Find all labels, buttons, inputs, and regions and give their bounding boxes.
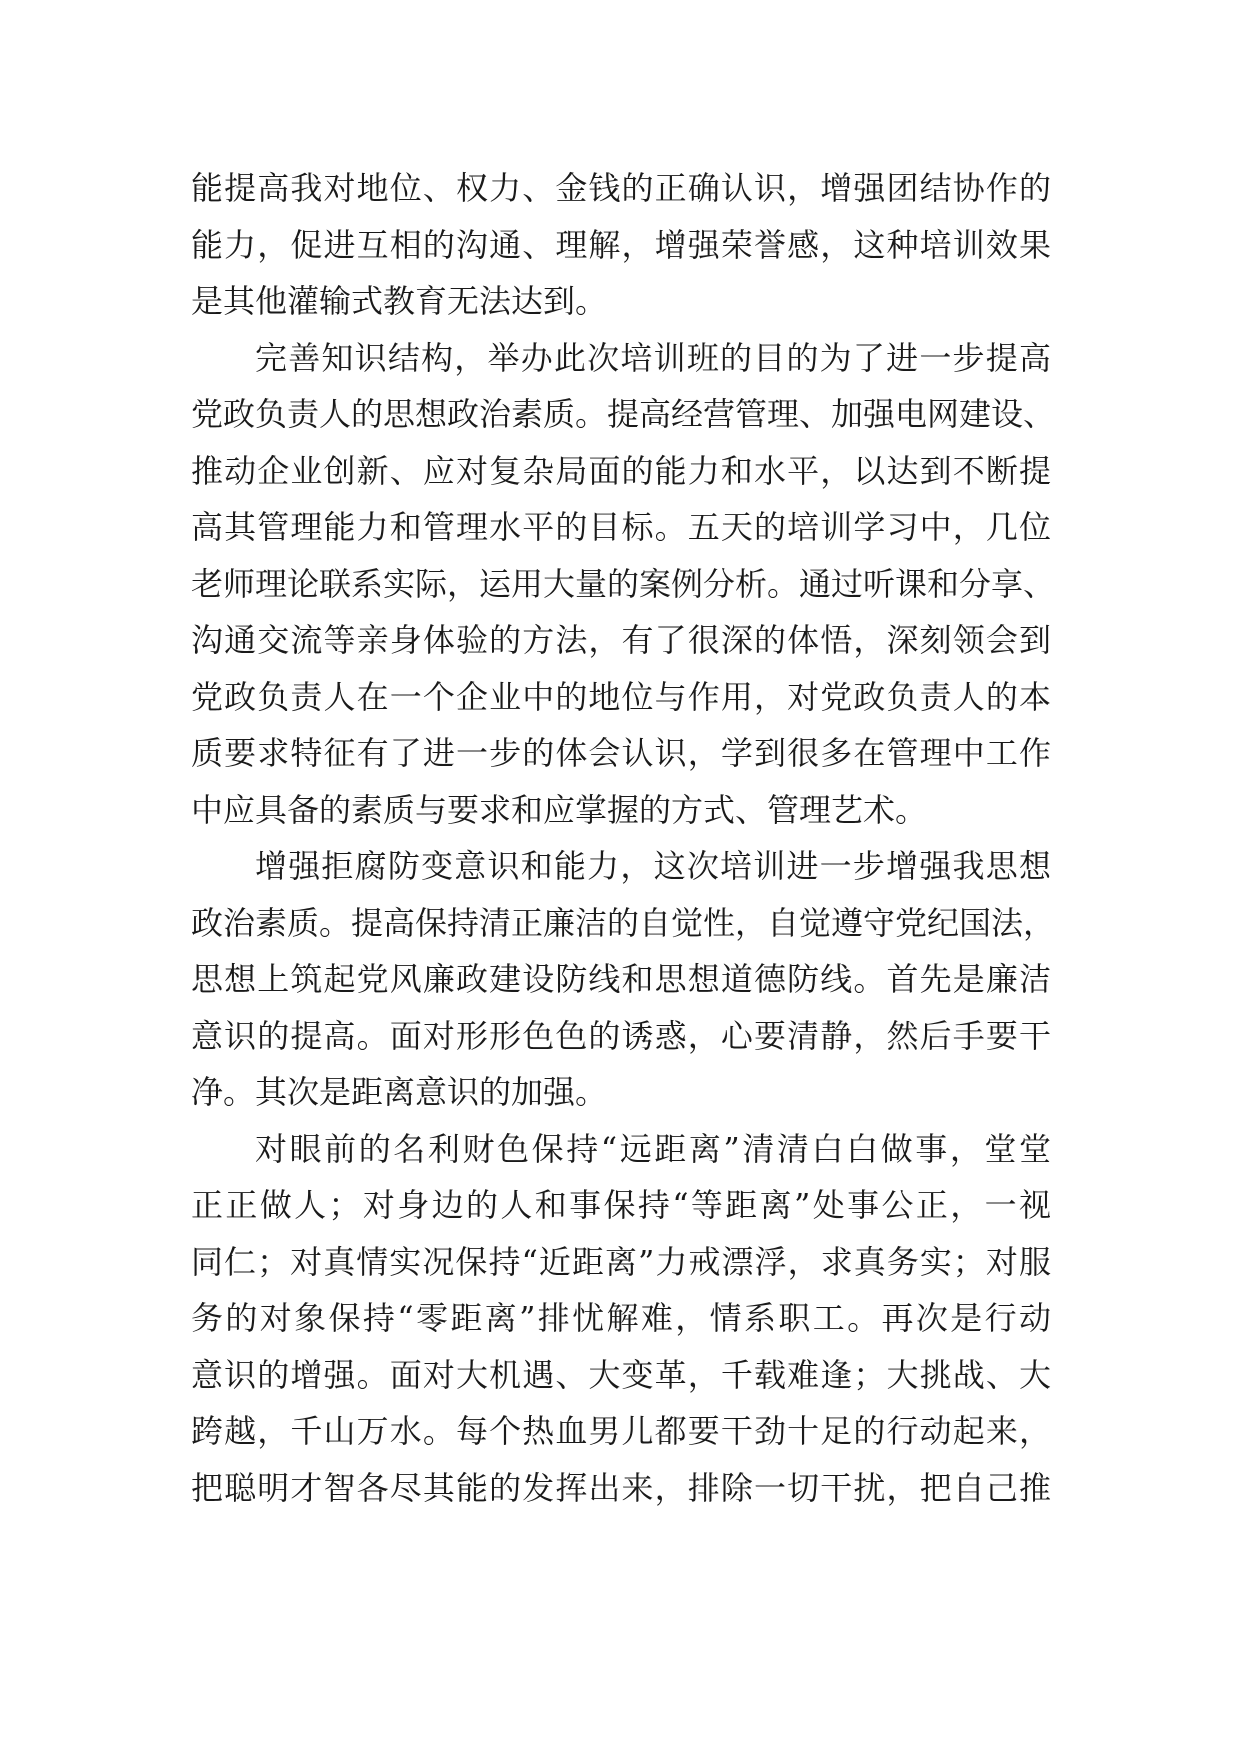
text-line: 净。其次是距离意识的加强。 xyxy=(191,1073,608,1111)
text-line: 能力，促进互相的沟通、理解，增强荣誉感，这种培训效果 xyxy=(191,225,1051,264)
text-line: 沟通交流等亲身体验的方法，有了很深的体悟，深刻领会到 xyxy=(191,621,1051,659)
text-line: 对眼前的名利财色保持“远距离”清清白白做事，堂堂 xyxy=(255,1129,1051,1168)
text-line: 意识的增强。面对大机遇、大变革，千载难逢；大挑战、大 xyxy=(191,1355,1051,1394)
text-line: 思想上筑起党风廉政建设防线和思想道德防线。首先是廉洁 xyxy=(191,960,1051,998)
text-line: 老师理论联系实际，运用大量的案例分析。通过听课和分享、 xyxy=(191,564,1056,603)
text-line: 意识的提高。面对形形色色的诱惑，心要清静，然后手要干 xyxy=(191,1016,1051,1055)
text-line: 推动企业创新、应对复杂局面的能力和水平，以达到不断提 xyxy=(191,451,1051,490)
text-line: 能提高我对地位、权力、金钱的正确认识，增强团结协作的 xyxy=(191,169,1051,207)
text-line: 党政负责人的思想政治素质。提高经营管理、加强电网建设、 xyxy=(191,395,1056,433)
text-line: 增强拒腐防变意识和能力，这次培训进一步增强我思想 xyxy=(255,847,1051,885)
text-line: 党政负责人在一个企业中的地位与作用，对党政负责人的本 xyxy=(191,677,1051,716)
text-line: 高其管理能力和管理水平的目标。五天的培训学习中，几位 xyxy=(191,508,1051,546)
body-text xyxy=(191,160,1056,1516)
text-line: 把聪明才智各尽其能的发挥出来，排除一切干扰，把自己推 xyxy=(191,1468,1051,1507)
text-line: 政治素质。提高保持清正廉洁的自觉性，自觉遵守党纪国法， xyxy=(191,903,1056,942)
text-line: 中应具备的素质与要求和应掌握的方式、管理艺术。 xyxy=(191,790,928,829)
text-line: 质要求特征有了进一步的体会认识，学到很多在管理中工作 xyxy=(191,734,1051,772)
text-line: 跨越，千山万水。每个热血男儿都要干劲十足的行动起来， xyxy=(191,1412,1051,1450)
text-line: 完善知识结构，举办此次培训班的目的为了进一步提高 xyxy=(255,338,1051,377)
text-line: 正正做人；对身边的人和事保持“等距离”处事公正，一视 xyxy=(191,1186,1051,1224)
text-line: 同仁；对真情实况保持“近距离”力戒漂浮，求真务实；对服 xyxy=(191,1242,1051,1281)
text-line: 务的对象保持“零距离”排忧解难，情系职工。再次是行动 xyxy=(191,1299,1051,1337)
text-line: 是其他灌输式教育无法达到。 xyxy=(191,282,608,320)
